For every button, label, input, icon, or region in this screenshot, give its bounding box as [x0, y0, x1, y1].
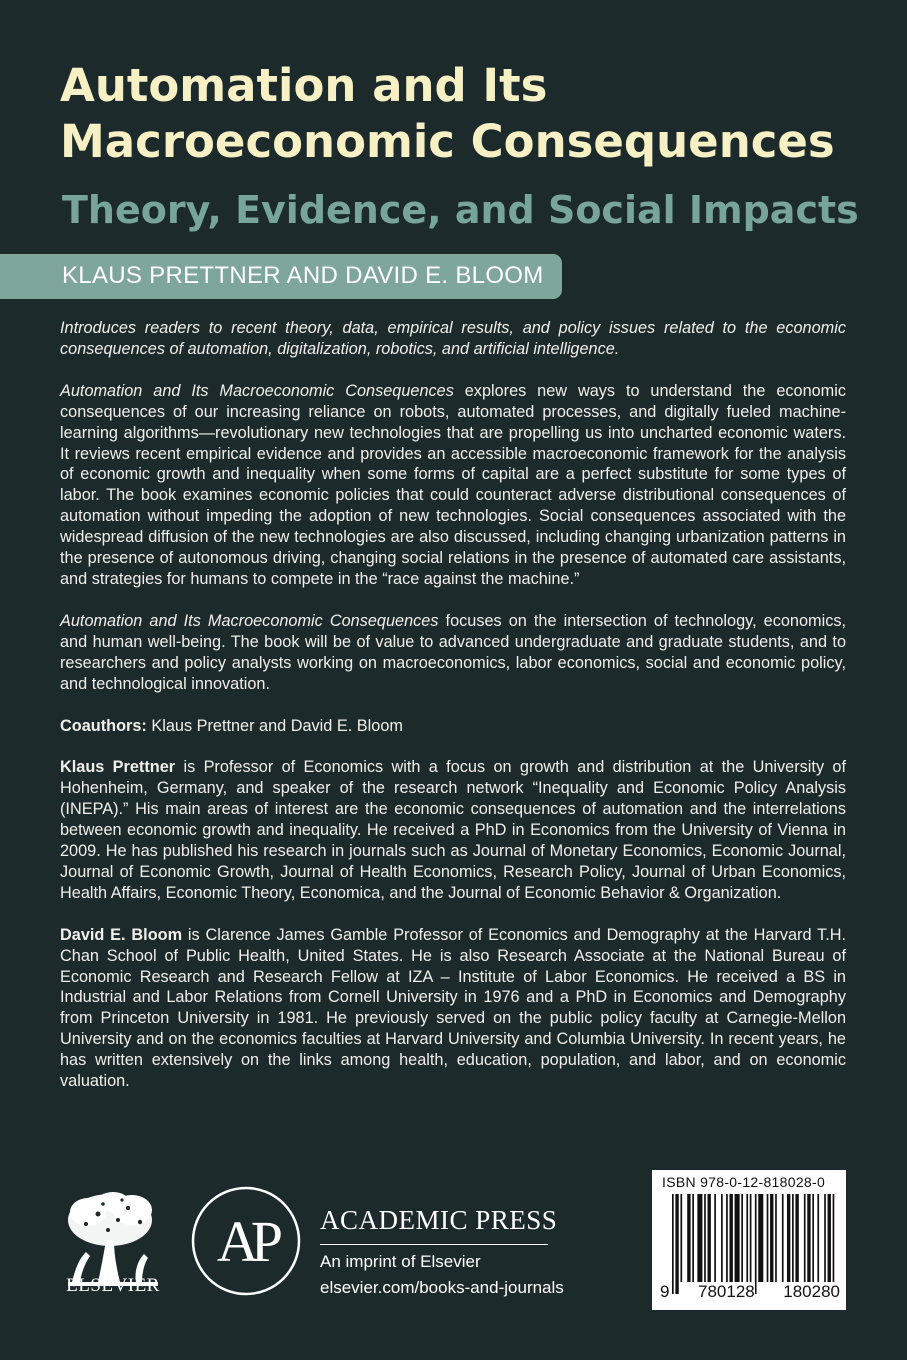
audience-text: focuses on the intersection of technology, economics, and human well-being. The book will be of value to advanced undergraduate and graduate students, and to researchers and policy analysts working on macroeconomics, labor economics, social and economic policy, and technological innovation. [60, 611, 846, 693]
barcode-bar [758, 1194, 763, 1282]
book-title-line-1: Automation and Its [60, 59, 548, 112]
barcode-bar [721, 1194, 723, 1282]
isbn-barcode-box [652, 1170, 846, 1310]
bio-prettner-text: is Professor of Economics with a focus on growth and distribution at the University of Hohenheim, Germany, and speaker of the research network “Inequality and Economic Policy Analysis (INEPA).” His main areas of interest are the economic consequences of automation and the interrelations between economic growth and inequality. He received a PhD in Economics from the University of Vienna in 2009. He has published his research in journals such as Journal of Monetary Economics, Economic Journal, Journal of Economic Growth, Journal of Health Economics, Research Policy, Journal of Urban Economics, Health Affairs, Economic Theory, Economica, and the Journal of Economic Behavior & Organization. [60, 758, 847, 902]
imprint-text: An imprint of Elsevier [320, 1252, 481, 1271]
barcode-bar [824, 1194, 826, 1282]
barcode-digit-prefix: 9 [660, 1282, 670, 1301]
bio-bloom [60, 925, 846, 1092]
elsevier-wordmark: ELSEVIER [66, 1275, 160, 1296]
barcode-bar [735, 1194, 740, 1282]
audience-paragraph [60, 611, 846, 695]
description-book-title: Automation and Its Macroeconomic Consequences [60, 381, 454, 400]
coauthors-paragraph [60, 716, 846, 737]
description-text: explores new ways to understand the economic consequences of our increasing reliance on robots, automated processes, and digitally fueled machine-learning algorithms—revolutionary new technologies that are propelling us into uncharted economic waters. It reviews recent empirical evidence and provides an accessible macroeconomic framework for the analysis of economic growth and inequality when some forms of capital are a perfect substitute for some types of labor. The book examines economic policies that could counteract adverse distributional consequences of automation without impeding the adoption of new technologies. Social consequences associated with the widespread diffusion of the new technologies are also discussed, including changing urbanization patterns in the presence of autonomous driving, changing social relations in the presence of automated care assistants, and strategies for humans to compete in the “race against the machine.” [60, 381, 846, 588]
barcode-bar [812, 1194, 814, 1282]
intro-text: Introduces readers to recent theory, data, empirical results, and policy issues related to the economic consequences of automation, digitalization, robotics, and artificial intelligence. [60, 319, 846, 358]
barcode-bar [675, 1194, 678, 1294]
back-cover-text [60, 318, 846, 1092]
barcode-bar [741, 1194, 743, 1282]
academic-press-name: ACADEMIC PRESS [320, 1205, 558, 1235]
barcode-bar [817, 1194, 819, 1282]
author-band [0, 254, 562, 299]
book-subtitle: Theory, Evidence, and Social Impacts [62, 188, 859, 232]
barcode-icon [672, 1194, 836, 1294]
coauthors-label: Coauthors: [60, 716, 147, 735]
barcode-bar [704, 1194, 706, 1282]
barcode-digit-group-2: 180280 [783, 1282, 840, 1301]
barcode-bar [746, 1194, 748, 1282]
bio-prettner-name: Klaus Prettner [60, 758, 176, 777]
barcode-bar [795, 1194, 798, 1282]
barcode-bar [792, 1194, 794, 1282]
barcode-bar [767, 1194, 769, 1282]
bio-bloom-text: is Clarence James Gamble Professor of Economics and Demography at the Harvard T.H. Chan School of Public Health, United States. He is also Research Associate at the National Bureau of Economic Research and Research Fellow at IZA – Institute of Labor Economics. He received a BS in Industrial and Labor Relations from Cornell University in 1976 and a PhD in Economics and Demography from Princeton University in 1981. He previously served on the public policy faculty at Carnegie-Mellon University and on the economics faculties at Harvard University and Columbia University. In recent years, he has written extensively on the links among health, education, population, and labor, and on economic valuation. [60, 925, 847, 1091]
publisher-url: elsevier.com/books-and-journals [320, 1278, 564, 1297]
book-title [60, 58, 880, 170]
barcode-bar [714, 1194, 716, 1282]
barcode-bar [807, 1194, 810, 1282]
bio-prettner [60, 757, 846, 903]
barcode-bar [692, 1194, 694, 1282]
coauthors-text: Klaus Prettner and David E. Bloom [146, 716, 403, 735]
barcode-bar [687, 1194, 690, 1282]
barcode-bar [672, 1194, 674, 1294]
bio-bloom-name: David E. Bloom [60, 925, 183, 944]
barcode-bar [708, 1194, 711, 1282]
barcode-bar [697, 1194, 702, 1282]
audience-book-title: Automation and Its Macroeconomic Consequences [60, 611, 439, 630]
barcode-bar [804, 1194, 806, 1282]
barcode-bar [755, 1194, 757, 1294]
ap-monogram-icon [190, 1185, 302, 1297]
book-title-line-2: Macroeconomic Consequences [60, 115, 835, 168]
ap-monogram-text: AP [216, 1209, 276, 1274]
academic-press-divider [320, 1244, 548, 1245]
isbn-label: ISBN 978-0-12-818028-0 [662, 1174, 826, 1190]
barcode-bar [775, 1194, 777, 1282]
description-paragraph [60, 381, 846, 590]
barcode-bar [726, 1194, 728, 1282]
author-names: KLAUS PRETTNER AND DAVID E. BLOOM [62, 262, 544, 289]
barcode-bar [782, 1194, 784, 1282]
barcode-bar [680, 1194, 682, 1282]
barcode-bar [750, 1194, 752, 1294]
barcode-digits [658, 1282, 842, 1302]
barcode-digit-group-1: 780128 [698, 1282, 755, 1301]
barcode-bar [828, 1194, 831, 1294]
barcode-bar [729, 1194, 732, 1282]
barcode-bar [770, 1194, 773, 1282]
barcode-bar [787, 1194, 790, 1282]
intro-paragraph [60, 318, 846, 360]
barcode-bar [833, 1194, 835, 1294]
